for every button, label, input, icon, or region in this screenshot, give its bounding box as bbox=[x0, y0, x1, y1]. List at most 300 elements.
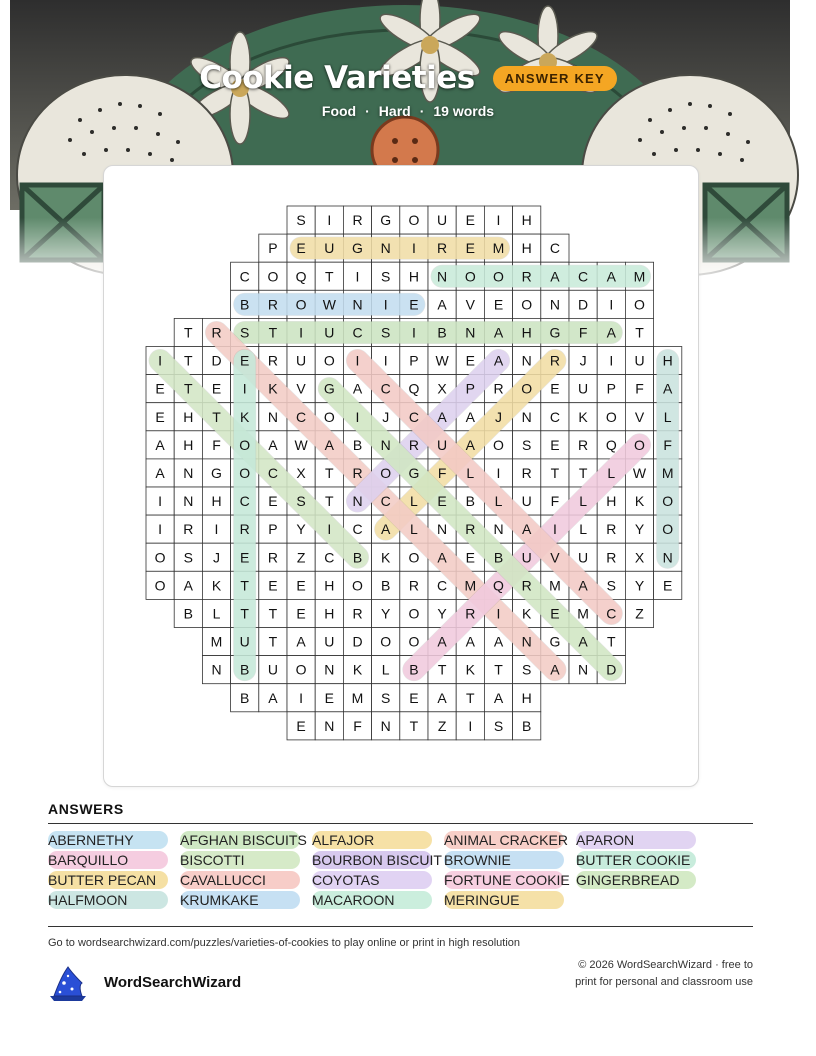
grid-letter: S bbox=[606, 577, 616, 594]
grid-letter: N bbox=[521, 352, 532, 369]
grid-letter: W bbox=[294, 436, 308, 453]
grid-letter: T bbox=[466, 689, 475, 706]
grid-letter: K bbox=[634, 493, 645, 510]
puzzle-title: Cookie Varieties bbox=[199, 60, 475, 96]
grid-letter: I bbox=[214, 521, 219, 538]
grid-letter: L bbox=[212, 605, 221, 622]
grid-letter: R bbox=[408, 577, 419, 594]
grid-letter: E bbox=[550, 380, 560, 397]
grid-letter: M bbox=[661, 464, 674, 481]
grid-letter: B bbox=[409, 661, 419, 678]
grid-letter: K bbox=[522, 605, 532, 622]
grid-letter: E bbox=[240, 549, 250, 566]
grid-letter: Z bbox=[635, 605, 644, 622]
grid-letter: E bbox=[465, 549, 475, 566]
grid-letter: F bbox=[437, 464, 447, 481]
grid-letter: D bbox=[352, 633, 363, 650]
grid-letter: L bbox=[410, 521, 418, 538]
grid-letter: I bbox=[158, 352, 163, 369]
answer-word: BUTTER COOKIE bbox=[576, 851, 696, 869]
grid-letter: M bbox=[492, 240, 505, 257]
grid-letter: X bbox=[437, 380, 447, 397]
grid-letter: O bbox=[239, 464, 251, 481]
grid-letter: Y bbox=[437, 605, 447, 622]
grid-letter: O bbox=[323, 408, 335, 425]
grid-letter: K bbox=[578, 408, 588, 425]
grid-letter: U bbox=[324, 324, 335, 341]
grid-letter: I bbox=[355, 352, 360, 369]
grid-letter: V bbox=[296, 380, 306, 397]
grid-letter: R bbox=[352, 605, 363, 622]
grid-letter: N bbox=[662, 549, 673, 566]
grid-letter: I bbox=[609, 296, 614, 313]
grid-letter: E bbox=[324, 689, 334, 706]
grid-letter: A bbox=[550, 268, 560, 285]
grid-letter: B bbox=[240, 296, 250, 313]
grid-letter: I bbox=[355, 268, 360, 285]
grid-letter: G bbox=[549, 324, 561, 341]
grid-letter: E bbox=[296, 577, 306, 594]
grid-letter: B bbox=[183, 605, 193, 622]
grid-letter: P bbox=[409, 352, 419, 369]
grid-letter: N bbox=[380, 717, 391, 734]
grid-letter: C bbox=[437, 577, 448, 594]
grid-letter: C bbox=[296, 408, 307, 425]
grid-letter: K bbox=[381, 549, 391, 566]
answer-word: ABERNETHY bbox=[48, 831, 168, 849]
grid-letter: O bbox=[295, 661, 307, 678]
answers-divider bbox=[48, 823, 753, 824]
grid-letter: H bbox=[183, 408, 194, 425]
grid-letter: U bbox=[578, 380, 589, 397]
grid-letter: I bbox=[158, 493, 163, 510]
grid-letter: D bbox=[606, 661, 617, 678]
grid-letter: B bbox=[465, 493, 475, 510]
grid-letter: O bbox=[352, 577, 363, 594]
grid-letter: E bbox=[240, 352, 250, 369]
grid-letter: K bbox=[268, 380, 278, 397]
grid-letter: E bbox=[409, 689, 419, 706]
grid-letter: P bbox=[268, 240, 278, 257]
grid-letter: T bbox=[240, 577, 249, 594]
grid-letter: Q bbox=[493, 577, 504, 594]
grid-letter: A bbox=[550, 661, 560, 678]
grid-letter: R bbox=[267, 352, 278, 369]
answer-word: BARQUILLO bbox=[48, 851, 168, 869]
grid-letter: A bbox=[465, 633, 475, 650]
grid-letter: H bbox=[521, 240, 532, 257]
meta-separator: · bbox=[365, 103, 370, 119]
grid-letter: I bbox=[411, 324, 416, 341]
grid-letter: C bbox=[549, 408, 560, 425]
grid-letter: M bbox=[633, 268, 646, 285]
grid-letter: A bbox=[437, 633, 447, 650]
grid-letter: O bbox=[408, 549, 420, 566]
grid-letter: M bbox=[210, 633, 223, 650]
grid-letter: X bbox=[296, 464, 306, 481]
grid-letter: O bbox=[295, 296, 307, 313]
grid-letter: N bbox=[437, 268, 448, 285]
grid-letter: U bbox=[437, 212, 448, 229]
grid-letter: T bbox=[184, 352, 193, 369]
grid-letter: O bbox=[662, 493, 674, 510]
grid-letter: O bbox=[493, 436, 504, 453]
grid-letter: T bbox=[437, 661, 447, 678]
grid-letter: A bbox=[155, 464, 165, 481]
grid-letter: S bbox=[522, 436, 532, 453]
grid-letter: S bbox=[522, 661, 532, 678]
grid-letter: H bbox=[521, 689, 532, 706]
grid-letter: I bbox=[299, 324, 304, 341]
grid-letter: L bbox=[663, 408, 672, 425]
grid-letter: D bbox=[578, 296, 589, 313]
answer-word: HALFMOON bbox=[48, 891, 168, 909]
grid-letter: K bbox=[465, 661, 475, 678]
grid-letter: F bbox=[550, 493, 560, 510]
grid-letter: J bbox=[213, 549, 220, 566]
grid-letter: H bbox=[183, 436, 194, 453]
grid-letter: E bbox=[550, 436, 560, 453]
grid-letter: I bbox=[355, 408, 360, 425]
grid-letter: Y bbox=[381, 605, 391, 622]
grid-letter: U bbox=[521, 493, 532, 510]
grid-letter: N bbox=[267, 408, 278, 425]
grid-letter: O bbox=[634, 296, 645, 313]
grid-letter: R bbox=[493, 380, 504, 397]
grid-letter: I bbox=[299, 689, 304, 706]
grid-letter: B bbox=[352, 549, 363, 566]
grid-letter: N bbox=[437, 521, 448, 538]
grid-letter: L bbox=[579, 493, 587, 510]
grid-letter: A bbox=[437, 689, 447, 706]
grid-letter: S bbox=[183, 549, 193, 566]
grid-letter: S bbox=[381, 324, 391, 341]
meta-separator: · bbox=[419, 103, 425, 119]
grid-letter: B bbox=[240, 689, 250, 706]
grid-letter: M bbox=[549, 577, 561, 594]
grid-letter: H bbox=[211, 493, 222, 510]
grid-letter: S bbox=[240, 324, 250, 341]
grid-letter: O bbox=[380, 633, 392, 650]
grid-letter: E bbox=[296, 240, 306, 257]
grid-letter: T bbox=[635, 324, 644, 341]
grid-letter: R bbox=[606, 521, 617, 538]
grid-letter: L bbox=[579, 521, 587, 538]
grid-letter: B bbox=[240, 661, 250, 678]
grid-letter: X bbox=[634, 549, 645, 566]
grid-letter: G bbox=[211, 464, 222, 481]
wizard-hat-icon bbox=[46, 963, 92, 1003]
grid-letter: E bbox=[465, 352, 475, 369]
grid-letter: O bbox=[380, 464, 392, 481]
answer-word: KRUMKAKE bbox=[180, 891, 300, 909]
grid-letter: T bbox=[325, 493, 334, 510]
grid-letter: U bbox=[521, 549, 532, 566]
grid-letter: N bbox=[521, 633, 532, 650]
grid-letter: O bbox=[662, 521, 674, 538]
grid-letter: T bbox=[268, 324, 278, 341]
puzzle-meta bbox=[0, 103, 816, 119]
grid-letter: C bbox=[324, 549, 335, 566]
grid-letter: T bbox=[268, 605, 278, 622]
grid-letter: E bbox=[409, 296, 419, 313]
grid-letter: U bbox=[634, 352, 645, 369]
grid-letter: R bbox=[578, 436, 589, 453]
grid-letter: G bbox=[352, 240, 363, 257]
grid-letter: F bbox=[663, 436, 672, 453]
grid-letter: O bbox=[408, 605, 420, 622]
answer-word: BUTTER PECAN bbox=[48, 871, 168, 889]
grid-letter: R bbox=[465, 521, 476, 538]
brand-name: WordSearchWizard bbox=[104, 974, 242, 991]
grid-letter: T bbox=[184, 380, 193, 397]
grid-letter: O bbox=[521, 380, 533, 397]
grid-letter: B bbox=[493, 549, 504, 566]
grid-letter: I bbox=[496, 212, 501, 229]
grid-letter: C bbox=[578, 268, 589, 285]
grid-letter: H bbox=[606, 493, 617, 510]
grid-letter: G bbox=[408, 464, 420, 481]
grid-letter: N bbox=[578, 661, 589, 678]
grid-letter: E bbox=[465, 212, 475, 229]
grid-letter: I bbox=[383, 296, 388, 313]
grid-letter: E bbox=[155, 380, 165, 397]
grid-letter: A bbox=[296, 633, 306, 650]
grid-letter: B bbox=[522, 717, 532, 734]
grid-letter: H bbox=[521, 324, 532, 341]
grid-letter: T bbox=[550, 464, 560, 481]
grid-letter: A bbox=[437, 549, 447, 566]
grid-letter: T bbox=[325, 464, 334, 481]
grid-letter: N bbox=[380, 436, 391, 453]
grid-letter: J bbox=[495, 408, 502, 425]
grid-letter: O bbox=[634, 436, 645, 453]
answers-heading: ANSWERS bbox=[48, 801, 124, 817]
grid-letter: Z bbox=[437, 717, 447, 734]
answer-word: BOURBON BISCUIT bbox=[312, 852, 442, 868]
grid-letter: F bbox=[353, 717, 362, 734]
grid-letter: S bbox=[296, 212, 306, 229]
grid-letter: W bbox=[322, 296, 336, 313]
grid-letter: N bbox=[183, 464, 194, 481]
grid-letter: H bbox=[521, 212, 532, 229]
grid-letter: R bbox=[549, 352, 560, 369]
grid-letter: A bbox=[381, 521, 391, 538]
grid-letter: K bbox=[352, 661, 363, 678]
grid-letter: O bbox=[239, 436, 251, 453]
grid-letter: H bbox=[324, 605, 335, 622]
grid-letter: L bbox=[607, 464, 616, 481]
grid-letter: A bbox=[663, 380, 673, 397]
grid-letter: A bbox=[578, 633, 588, 650]
grid-letter: E bbox=[155, 408, 165, 425]
grid-letter: N bbox=[324, 717, 335, 734]
grid-letter: D bbox=[211, 352, 222, 369]
grid-letter: A bbox=[606, 324, 616, 341]
grid-letter: T bbox=[184, 324, 193, 341]
grid-letter: I bbox=[327, 521, 332, 538]
grid-letter: Q bbox=[408, 380, 420, 397]
grid-letter: U bbox=[437, 436, 448, 453]
grid-letter: C bbox=[380, 493, 391, 510]
grid-letter: E bbox=[268, 577, 278, 594]
grid-letter: Y bbox=[634, 577, 645, 594]
grid-letter: T bbox=[494, 661, 503, 678]
grid-letter: O bbox=[408, 633, 420, 650]
answer-key-badge: ANSWER KEY bbox=[493, 66, 617, 91]
difficulty-label: Hard bbox=[378, 103, 411, 119]
grid-letter: W bbox=[632, 464, 647, 481]
grid-letter: E bbox=[296, 717, 306, 734]
answer-word: MERINGUE bbox=[444, 891, 564, 909]
footer-url-text[interactable]: Go to wordsearchwizard.com/puzzles/varieties-of-cookies to play online or print in high resolution bbox=[48, 937, 521, 949]
answer-word: BROWNIE bbox=[444, 851, 564, 869]
grid-letter: V bbox=[465, 296, 475, 313]
grid-letter: L bbox=[381, 661, 390, 678]
grid-letter: U bbox=[324, 633, 335, 650]
grid-letter: C bbox=[606, 605, 617, 622]
grid-letter: R bbox=[465, 605, 476, 622]
grid-letter: R bbox=[211, 324, 222, 341]
grid-letter: F bbox=[635, 380, 644, 397]
grid-letter: F bbox=[578, 324, 588, 341]
grid-letter: U bbox=[296, 352, 307, 369]
grid-letter: K bbox=[211, 577, 222, 594]
grid-letter: J bbox=[579, 352, 587, 369]
grid-letter: T bbox=[607, 633, 616, 650]
grid-letter: E bbox=[465, 240, 475, 257]
grid-letter: R bbox=[408, 436, 419, 453]
grid-letter: O bbox=[408, 212, 420, 229]
grid-letter: G bbox=[380, 212, 392, 229]
grid-letter: E bbox=[550, 605, 560, 622]
grid-letter: I bbox=[552, 521, 557, 538]
grid-letter: H bbox=[408, 268, 419, 285]
grid-letter: A bbox=[606, 268, 616, 285]
grid-letter: O bbox=[267, 268, 279, 285]
grid-letter: N bbox=[380, 240, 391, 257]
grid-letter: R bbox=[183, 521, 194, 538]
grid-letter: G bbox=[549, 633, 561, 650]
grid-letter: I bbox=[158, 521, 163, 538]
grid-letter: O bbox=[493, 268, 504, 285]
copyright-text: © 2026 WordSearchWizard · free to print for personal and classroom use bbox=[575, 959, 753, 988]
grid-letter: Y bbox=[634, 521, 645, 538]
answer-word: AFGHAN BISCUITS bbox=[180, 832, 307, 848]
grid-letter: R bbox=[521, 268, 532, 285]
answer-word: BISCOTTI bbox=[180, 851, 300, 869]
grid-letter: I bbox=[496, 464, 501, 481]
grid-letter: R bbox=[267, 296, 278, 313]
word-count-label: 19 words bbox=[433, 103, 495, 119]
grid-letter: N bbox=[352, 493, 363, 510]
grid-letter: A bbox=[183, 577, 193, 594]
grid-letter: N bbox=[521, 408, 532, 425]
grid-letter: T bbox=[325, 268, 334, 285]
grid-letter: P bbox=[606, 380, 616, 397]
grid-letter: I bbox=[383, 352, 388, 369]
grid-letter: T bbox=[212, 408, 221, 425]
grid-letter: N bbox=[211, 661, 222, 678]
grid-letter: S bbox=[381, 268, 391, 285]
grid-letter: H bbox=[324, 577, 335, 594]
grid-letter: R bbox=[437, 240, 448, 257]
grid-letter: K bbox=[240, 408, 250, 425]
grid-letter: Z bbox=[296, 549, 306, 566]
grid-letter: A bbox=[437, 408, 447, 425]
grid-letter: R bbox=[352, 464, 363, 481]
grid-letter: B bbox=[352, 436, 363, 453]
grid-letter: A bbox=[324, 436, 334, 453]
grid-letter: M bbox=[464, 577, 477, 594]
grid-letter: A bbox=[493, 689, 504, 706]
grid-letter: C bbox=[239, 493, 250, 510]
grid-letter: M bbox=[577, 605, 589, 622]
grid-letter: A bbox=[465, 436, 475, 453]
grid-letter: S bbox=[381, 689, 391, 706]
grid-letter: P bbox=[268, 521, 278, 538]
grid-letter: T bbox=[240, 605, 249, 622]
grid-letter: I bbox=[609, 352, 614, 369]
grid-letter: N bbox=[352, 296, 363, 313]
grid-letter: L bbox=[466, 464, 475, 481]
grid-letter: E bbox=[493, 296, 504, 313]
grid-letter: A bbox=[268, 436, 278, 453]
category-label: Food bbox=[321, 103, 357, 119]
grid-letter: N bbox=[493, 521, 504, 538]
grid-letter: H bbox=[662, 352, 673, 369]
grid-letter: A bbox=[493, 633, 504, 650]
grid-letter: W bbox=[435, 352, 449, 369]
grid-letter: C bbox=[549, 240, 560, 257]
grid-letter: V bbox=[550, 549, 560, 566]
grid-letter: O bbox=[323, 352, 335, 369]
grid-letter: O bbox=[605, 408, 617, 425]
footer-divider bbox=[48, 926, 753, 927]
grid-letter: S bbox=[493, 717, 504, 734]
grid-letter: A bbox=[352, 380, 363, 397]
grid-letter: A bbox=[493, 324, 504, 341]
grid-letter: E bbox=[663, 577, 673, 594]
grid-letter: C bbox=[352, 521, 363, 538]
grid-letter: T bbox=[268, 633, 278, 650]
grid-letter: N bbox=[183, 493, 194, 510]
grid-letter: E bbox=[268, 493, 278, 510]
grid-letter: E bbox=[437, 493, 447, 510]
grid-letter: R bbox=[239, 521, 250, 538]
grid-letter: C bbox=[380, 380, 391, 397]
grid-letter: Y bbox=[296, 521, 306, 538]
grid-letter: O bbox=[154, 577, 166, 594]
grid-letter: J bbox=[382, 408, 390, 425]
grid-letter: R bbox=[352, 212, 363, 229]
grid-letter: E bbox=[296, 605, 306, 622]
grid-letter: I bbox=[496, 605, 501, 622]
grid-letter: O bbox=[464, 268, 476, 285]
grid-letter: N bbox=[324, 661, 335, 678]
grid-letter: O bbox=[521, 296, 533, 313]
grid-letter: I bbox=[327, 212, 332, 229]
grid-letter: E bbox=[211, 380, 222, 397]
grid-letter: N bbox=[549, 296, 560, 313]
grid-letter: U bbox=[578, 549, 589, 566]
answer-word: FORTUNE COOKIE bbox=[444, 872, 570, 888]
grid-letter: A bbox=[522, 521, 532, 538]
grid-letter: Q bbox=[605, 436, 617, 453]
grid-letter: T bbox=[409, 717, 419, 734]
grid-letter: Q bbox=[295, 268, 307, 285]
grid-letter: C bbox=[267, 464, 278, 481]
